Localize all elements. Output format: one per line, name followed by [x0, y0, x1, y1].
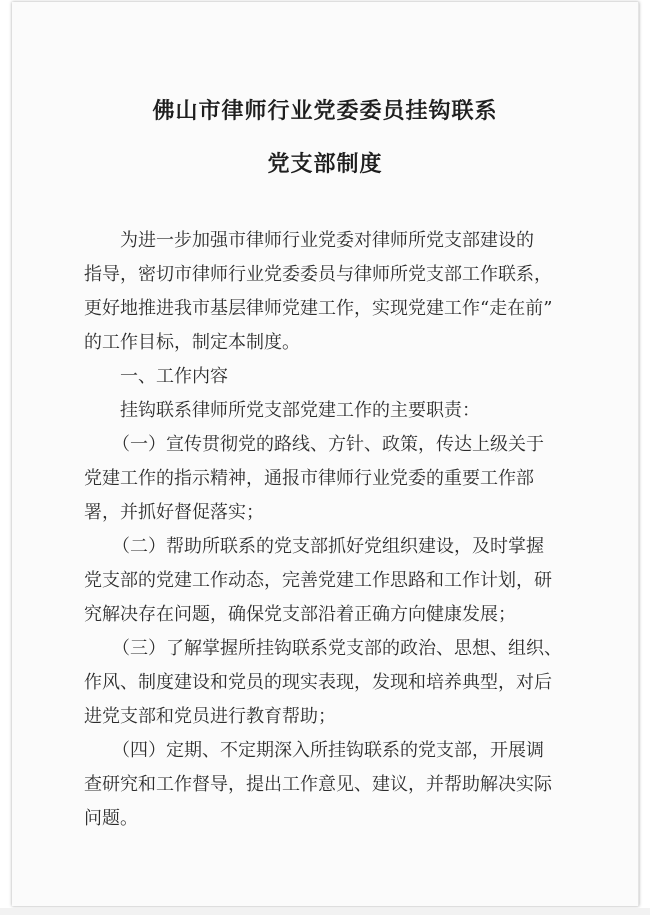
intro-line-1: 为进一步加强市律师行业党委对律师所党支部建设的 [120, 230, 534, 251]
item-1-line-3: 署，并抓好督促落实； [84, 502, 264, 523]
item-1-line-2: 党建工作的指示精神，通报市律师行业党委的重要工作部 [84, 468, 534, 489]
intro-line-4: 的工作目标，制定本制度。 [84, 332, 300, 353]
item-2-line-1: （二）帮助所联系的党支部抓好党组织建设，及时掌握 [112, 536, 544, 557]
section-heading: 一、工作内容 [120, 366, 228, 387]
item-4-line-3: 问题。 [84, 808, 138, 829]
document-title-line-1: 佛山市律师行业党委委员挂钩联系 [152, 98, 498, 124]
intro-line-3: 更好地推进我市基层律师党建工作，实现党建工作“走在前” [84, 298, 553, 319]
duties-intro: 挂钩联系律师所党支部党建工作的主要职责： [120, 400, 480, 421]
item-4-line-2: 查研究和工作督导，提出工作意见、建议，并帮助解决实际 [84, 774, 552, 795]
item-3-line-1: （三）了解掌握所挂钩联系党支部的政治、思想、组织、 [112, 638, 562, 659]
document-title-line-2: 党支部制度 [267, 151, 383, 177]
item-2-line-2: 党支部的党建工作动态，完善党建工作思路和工作计划，研 [84, 570, 552, 591]
intro-line-2: 指导，密切市律师行业党委委员与律师所党支部工作联系， [84, 264, 552, 285]
item-1-line-1: （一）宣传贯彻党的路线、方针、政策，传达上级关于 [112, 434, 544, 455]
item-3-line-3: 进党支部和党员进行教育帮助； [84, 706, 336, 727]
item-4-line-1: （四）定期、不定期深入所挂钩联系的党支部，开展调 [112, 740, 544, 761]
item-3-line-2: 作风、制度建设和党员的现实表现，发现和培养典型，对后 [84, 672, 552, 693]
item-2-line-3: 究解决存在问题，确保党支部沿着正确方向健康发展； [84, 604, 516, 625]
page-bottom-edge [0, 908, 650, 915]
